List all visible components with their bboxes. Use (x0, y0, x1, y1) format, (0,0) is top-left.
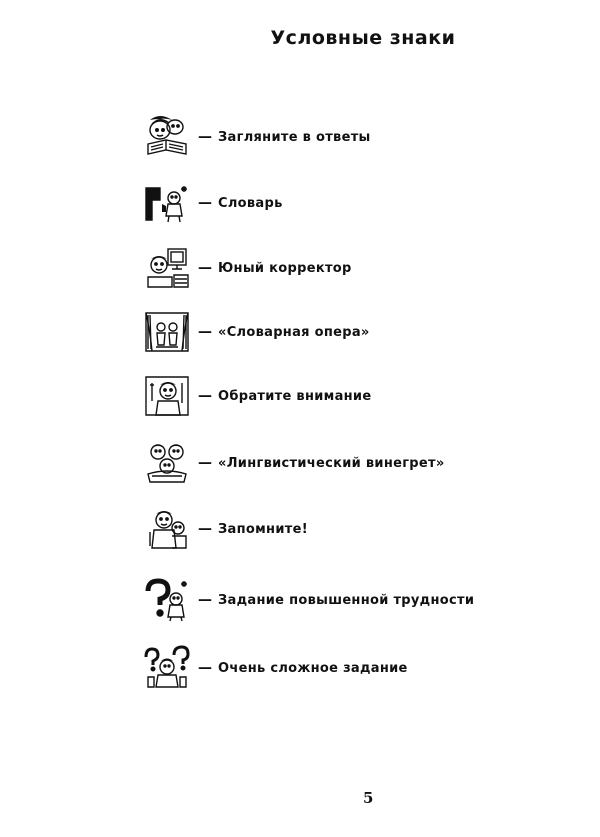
question-mark-kid-icon (142, 577, 192, 623)
opera-stage-icon (142, 309, 192, 355)
page-title: Условные знаки (270, 27, 456, 49)
dictionary-letter-icon (142, 180, 192, 226)
vinaigrette-kids-icon (142, 440, 192, 486)
legend-item-dictionary (142, 180, 283, 226)
legend-item-hard-task (142, 577, 474, 623)
legend-label: Очень сложное задание (218, 660, 408, 676)
legend-dash: — (198, 592, 212, 608)
young-corrector-icon (142, 245, 192, 291)
page-number: 5 (363, 789, 374, 807)
legend-item-attention (142, 373, 371, 419)
remember-kids-icon (142, 506, 192, 552)
legend-dash: — (198, 195, 212, 211)
legend-label: Задание повышенной трудности (218, 592, 475, 608)
legend-item-remember (142, 506, 308, 552)
legend-label: «Лингвистический винегрет» (218, 455, 445, 471)
legend-dash: — (198, 129, 212, 145)
legend-label: Запомните! (218, 521, 308, 537)
legend-item-vinaigrette (142, 440, 445, 486)
legend-dash: — (198, 260, 212, 276)
legend-label: «Словарная опера» (218, 324, 370, 340)
legend-label: Юный корректор (218, 260, 352, 276)
legend-dash: — (198, 388, 212, 404)
legend-item-very-hard-task (142, 645, 408, 691)
attention-kids-icon (142, 373, 192, 419)
legend-dash: — (198, 521, 212, 537)
legend-dash: — (198, 660, 212, 676)
puzzled-kids-icon (142, 645, 192, 691)
reading-book-icon (142, 114, 192, 160)
legend-dash: — (198, 455, 212, 471)
legend-label: Загляните в ответы (218, 129, 371, 145)
legend-label: Словарь (218, 195, 283, 211)
legend-dash: — (198, 324, 212, 340)
legend-item-opera (142, 309, 370, 355)
legend-label: Обратите внимание (218, 388, 372, 404)
legend-item-corrector (142, 245, 352, 291)
legend-item-answers (142, 114, 371, 160)
